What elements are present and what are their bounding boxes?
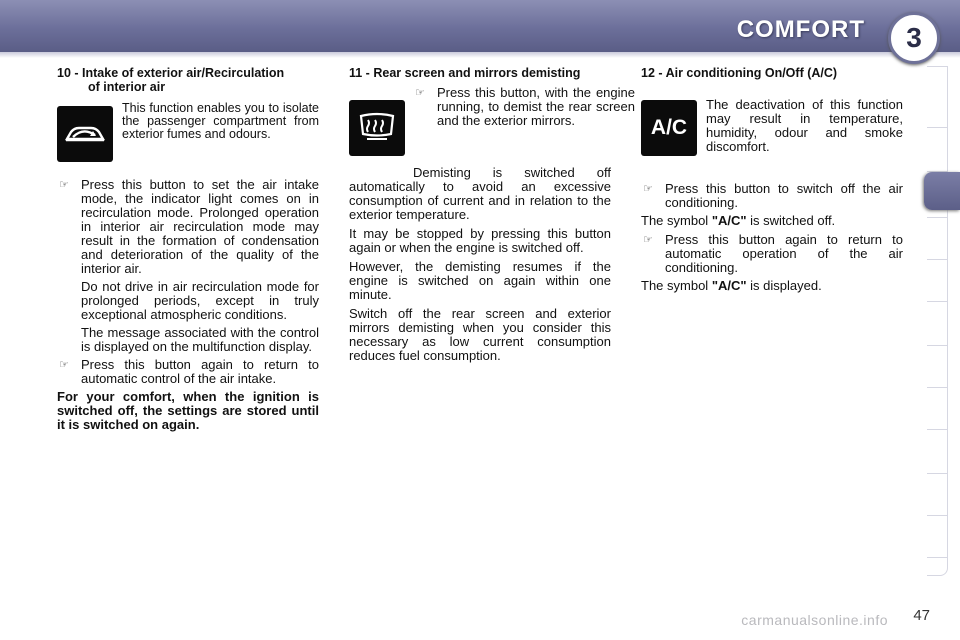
paragraph: Do not drive in air recirculation mode for prolonged periods, except in truly exceptional atmospheric conditions. [81,279,319,322]
tab-divider [927,259,947,260]
instruction-bullet [641,233,903,275]
paragraph: Demisting is switched off automatically to avoid an excessive consumption of current and in relation to the exterior temperature. [349,165,611,222]
page-number: 47 [913,607,930,624]
tab-divider [927,515,947,516]
section-number: 10 - [57,66,79,80]
tab-divider [927,301,947,302]
bullet-text: Press this button to switch off the air conditioning. [665,181,903,210]
instruction-bullet [57,358,319,386]
ac-symbol: "A/C" [711,213,747,228]
tab-divider [927,429,947,430]
instruction-bullet [413,86,635,128]
rear-screen-demist-icon [357,112,397,144]
instruction-bullet [641,182,903,210]
hand-pointer-icon: ☞ [59,358,69,371]
section-title-line2: of interior air [88,80,166,94]
tab-divider [927,217,947,218]
tab-divider [927,387,947,388]
tab-divider [927,557,947,558]
car-recirculation-icon [63,119,107,149]
bullet-text: Press this button, with the engine running, to demist the rear screen and the exterior mirrors. [437,85,635,128]
section-heading [57,66,319,94]
paragraph: Switch off the rear screen and exterior mirrors demisting when you consider this necessary as low current consumption reduces fuel consumption. [349,306,611,363]
bullet-text: Press this button again to return to automatic operation of the air conditioning. [665,232,903,275]
section-air-conditioning [641,66,903,298]
instruction-bullet [57,178,319,276]
section-number: 12 - [641,66,663,80]
section-rear-demisting [349,66,635,368]
section-number: 11 - [349,66,370,80]
hand-pointer-icon: ☞ [415,86,425,99]
text: The symbol [641,278,712,293]
chapter-tab-strip [927,66,948,576]
watermark: carmanualsonline.info [741,612,888,628]
rear-demist-button-icon [349,100,405,156]
chapter-title: COMFORT [736,16,865,43]
section-heading [349,66,611,80]
header-shadow [0,52,960,58]
section-intro: The deactivation of this function may result in temperature, humidity, odour and smoke discomfort. [706,97,903,154]
section-title-line1: Intake of exterior air/Recirculation [82,66,285,80]
ac-button-icon [641,100,697,156]
recirculation-button-icon [57,106,113,162]
comfort-note: For your comfort, when the ignition is switched off, the settings are stored until it is switched on again. [57,389,319,432]
symbol-status-line [641,214,903,228]
bullet-text: Press this button again to return to automatic control of the air intake. [81,357,319,386]
section-title: Rear screen and mirrors demisting [373,66,581,80]
tab-divider [927,127,947,128]
text: is displayed. [746,278,822,293]
section-recirculation [57,66,319,432]
paragraph: However, the demisting resumes if the engine is switched on again within one minute. [349,259,611,302]
symbol-status-line [641,279,903,293]
paragraph: It may be stopped by pressing this button again or when the engine is switched off. [349,226,611,255]
active-chapter-tab[interactable] [924,172,960,210]
paragraph: The message associated with the control is displayed on the multifunction display. [81,325,319,354]
ac-symbol: "A/C" [711,278,747,293]
bullet-text: Press this button to set the air intake mode, the indicator light comes on in recirculation mode. Prolonged operation in interior air recirculation mode may result in the formation of condensation and deterioration of the quality of the interior air. [81,177,319,276]
section-title: Air conditioning On/Off (A/C) [665,66,838,80]
section-heading [641,66,903,80]
hand-pointer-icon: ☞ [59,178,69,191]
chapter-number-badge: 3 [888,12,940,64]
text: is switched off. [746,213,836,228]
tab-divider [927,345,947,346]
section-intro: This function enables you to isolate the passenger compartment from exterior fumes and odours. [122,101,319,141]
ac-label: A/C [650,116,688,139]
hand-pointer-icon: ☞ [643,233,653,246]
tab-divider [927,473,947,474]
text: The symbol [641,213,712,228]
hand-pointer-icon: ☞ [643,182,653,195]
